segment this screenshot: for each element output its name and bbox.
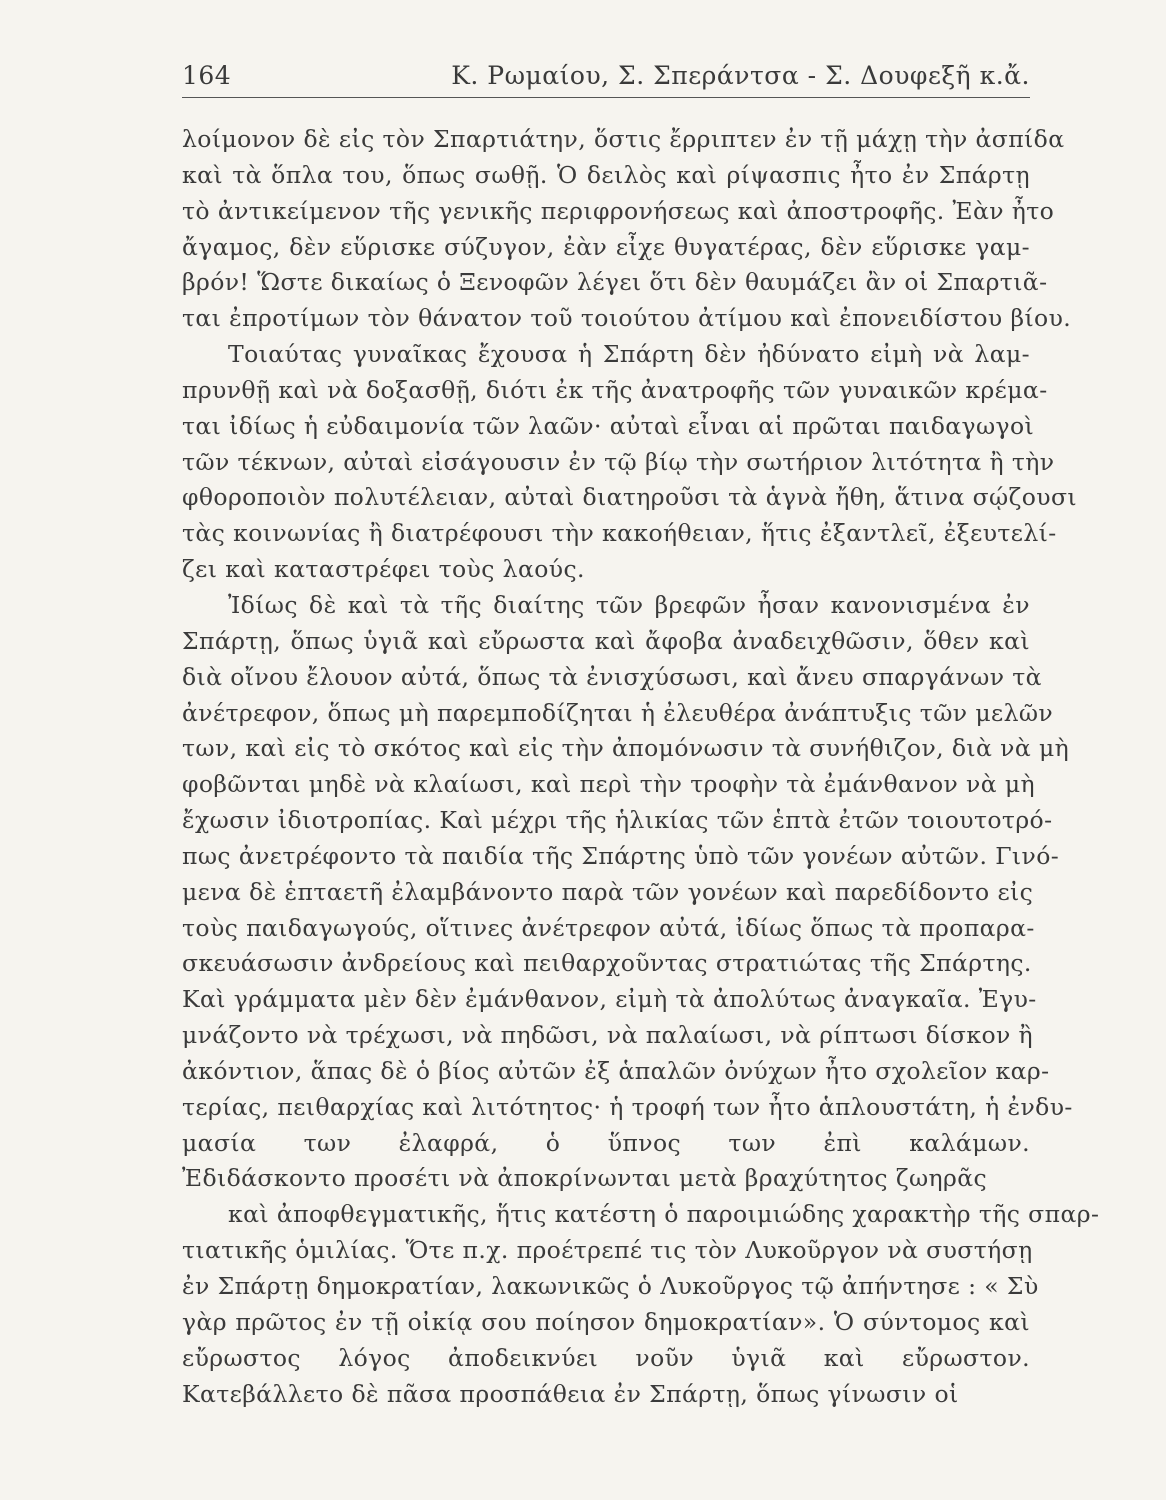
text-line: μνάζοντο νὰ τρέχωσι, νὰ πηδῶσι, νὰ παλαίωσι, νὰ ρίπτωσι δίσκον ἢ [182, 1021, 1034, 1050]
text-line: τὸ ἀντικείμενον τῆς γενικῆς περιφρονήσεως καὶ ἀποστροφῆς. Ἐὰν ἦτο [182, 196, 1055, 225]
paragraph-last-line: Ἐδιδάσκοντο προσέτι νὰ ἀποκρίνωνται μετὰ βραχύτητος ζωηρᾶς [182, 1164, 988, 1193]
running-head [182, 56, 1030, 96]
body-text [182, 122, 1100, 1448]
text-line: μασία των ἐλαφρά, ὁ ὕπνος των ἐπὶ καλάμων. [182, 1128, 1030, 1157]
text-line: τιατικῆς ὁμιλίας. Ὅτε π.χ. προέτρεπέ τις τὸν Λυκοῦργον νὰ συστήσῃ [182, 1236, 1033, 1265]
text-line: καὶ τὰ ὅπλα του, ὅπως σωθῇ. Ὁ δειλὸς καὶ ρίψασπις ἦτο ἐν Σπάρτῃ [182, 160, 1030, 189]
text-line: πρυνθῇ καὶ νὰ δοξασθῇ, διότι ἐκ τῆς ἀνατροφῆς τῶν γυναικῶν κρέμα- [182, 375, 1048, 404]
text-line: ἀνέτρεφον, ὅπως μὴ παρεμποδίζηται ἡ ἐλευθέρα ἀνάπτυξις τῶν μελῶν [182, 698, 1054, 727]
text-line: ἐν Σπάρτῃ δημοκρατίαν, λακωνικῶς ὁ Λυκοῦργος τῷ ἀπήντησε : « Σὺ [182, 1272, 1039, 1300]
text-line: ἔχωσιν ἰδιοτροπίας. Καὶ μέχρι τῆς ἡλικίας τῶν ἑπτὰ ἐτῶν τοιουτοτρό- [182, 806, 1053, 835]
text-line: σκευάσωσιν ἀνδρείους καὶ πειθαρχοῦντας στρατιώτας τῆς Σπάρτης. [182, 949, 1032, 978]
text-line: των, καὶ εἰς τὸ σκότος καὶ εἰς τὴν ἀπομόνωσιν τὰ συνήθιζον, διὰ νὰ μὴ [182, 734, 1070, 763]
text-line: τερίας, πειθαρχίας καὶ λιτότητος· ἡ τροφή των ἦτο ἁπλουστάτη, ἡ ἐνδυ- [182, 1092, 1073, 1121]
paragraph-first-line: Τοιαύτας γυναῖκας ἔχουσα ἡ Σπάρτη δὲν ἠδύνατο εἰμὴ νὰ λαμ- [228, 340, 1030, 369]
paragraph-last-line: ζει καὶ καταστρέφει τοὺς λαούς. [182, 555, 585, 584]
page-number: 164 [182, 61, 232, 90]
header-rule [182, 97, 1030, 98]
text-line: τοὺς παιδαγωγούς, οἵτινες ἀνέτρεφον αὐτά, ἰδίως ὅπως τὰ προπαρα- [182, 913, 1035, 942]
paragraph-last-line: Κατεβάλλετο δὲ πᾶσα προσπάθεια ἐν Σπάρτῃ, ὅπως γίνωσιν οἱ [182, 1379, 959, 1408]
text-line: μενα δὲ ἑπταετῆ ἐλαμβάνοντο παρὰ τῶν γονέων καὶ παρεδίδοντο εἰς [182, 877, 1034, 906]
text-line: τῶν τέκνων, αὐταὶ εἰσάγουσιν ἐν τῷ βίῳ τὴν σωτήριον λιτότητα ἢ τὴν [182, 447, 1055, 476]
paragraph-first-line: καὶ ἀποφθεγματικῆς, ἥτις κατέστη ὁ παροιμιώδης χαρακτὴρ τῆς σπαρ- [228, 1200, 1100, 1229]
running-head-authors: Κ. Ρωμαίου, Σ. Σπεράντσα - Σ. Δουφεξῆ κ.ἄ. [451, 61, 1030, 90]
text-line: Σπάρτῃ, ὅπως ὑγιᾶ καὶ εὔρωστα καὶ ἄφοβα ἀναδειχθῶσιν, ὅθεν καὶ [182, 626, 1030, 655]
text-line: γὰρ πρῶτος ἐν τῇ οἰκίᾳ σου ποίησον δημοκρατίαν». Ὁ σύντομος καὶ [182, 1307, 1030, 1336]
text-line: τὰς κοινωνίας ἢ διατρέφουσι τὴν κακοήθειαν, ἥτις ἐξαντλεῖ, ἐξευτελί- [182, 519, 1057, 548]
text-line: ἄγαμος, δὲν εὕρισκε σύζυγον, ἐὰν εἶχε θυγατέρας, δὲν εὕρισκε γαμ- [182, 232, 1030, 261]
text-line: φοβῶνται μηδὲ νὰ κλαίωσι, καὶ περὶ τὴν τροφὴν τὰ ἐμάνθανον νὰ μὴ [182, 770, 1036, 799]
text-line: εὔρωστος λόγος ἀποδεικνύει νοῦν ὑγιᾶ καὶ εὔρωστον. [182, 1343, 1030, 1372]
text-line: διὰ οἴνου ἔλουον αὐτά, ὅπως τὰ ἐνισχύσωσι, καὶ ἄνευ σπαργάνων τὰ [182, 662, 1042, 691]
text-line: ται ἰδίως ἡ εὐδαιμονία τῶν λαῶν· αὐταὶ εἶναι αἱ πρῶται παιδαγωγοὶ [182, 411, 1035, 440]
paragraph-first-line [182, 1412, 1030, 1448]
text-line: λοίμονον δὲ εἰς τὸν Σπαρτιάτην, ὅστις ἔρριπτεν ἐν τῇ μάχῃ τὴν ἀσπίδα [182, 125, 1065, 153]
text-line: φθοροποιὸν πολυτέλειαν, αὐταὶ διατηροῦσι τὰ ἁγνὰ ἤθη, ἅτινα σῴζουσι [182, 483, 1078, 512]
text-line: ται ἐπροτίμων τὸν θάνατον τοῦ τοιούτου ἀτίμου καὶ ἐπονειδίστου βίου. [182, 304, 1072, 333]
text-line: ἀκόντιον, ἅπας δὲ ὁ βίος αὐτῶν ἐξ ἁπαλῶν ὀνύχων ἦτο σχολεῖον καρ- [182, 1056, 1050, 1085]
text-line: Καὶ γράμματα μὲν δὲν ἐμάνθανον, εἰμὴ τὰ ἀπολύτως ἀναγκαῖα. Ἐγυ- [182, 985, 1037, 1014]
text-line: βρόν! Ὥστε δικαίως ὁ Ξενοφῶν λέγει ὅτι δὲν θαυμάζει ἂν οἱ Σπαρτιᾶ- [182, 268, 1048, 297]
text-line: πως ἀνετρέφοντο τὰ παιδία τῆς Σπάρτης ὑπὸ τῶν γονέων αὐτῶν. Γινό- [182, 841, 1060, 870]
paragraph-first-line: Ἰδίως δὲ καὶ τὰ τῆς διαίτης τῶν βρεφῶν ἦσαν κανονισμένα ἐν [228, 590, 1030, 619]
